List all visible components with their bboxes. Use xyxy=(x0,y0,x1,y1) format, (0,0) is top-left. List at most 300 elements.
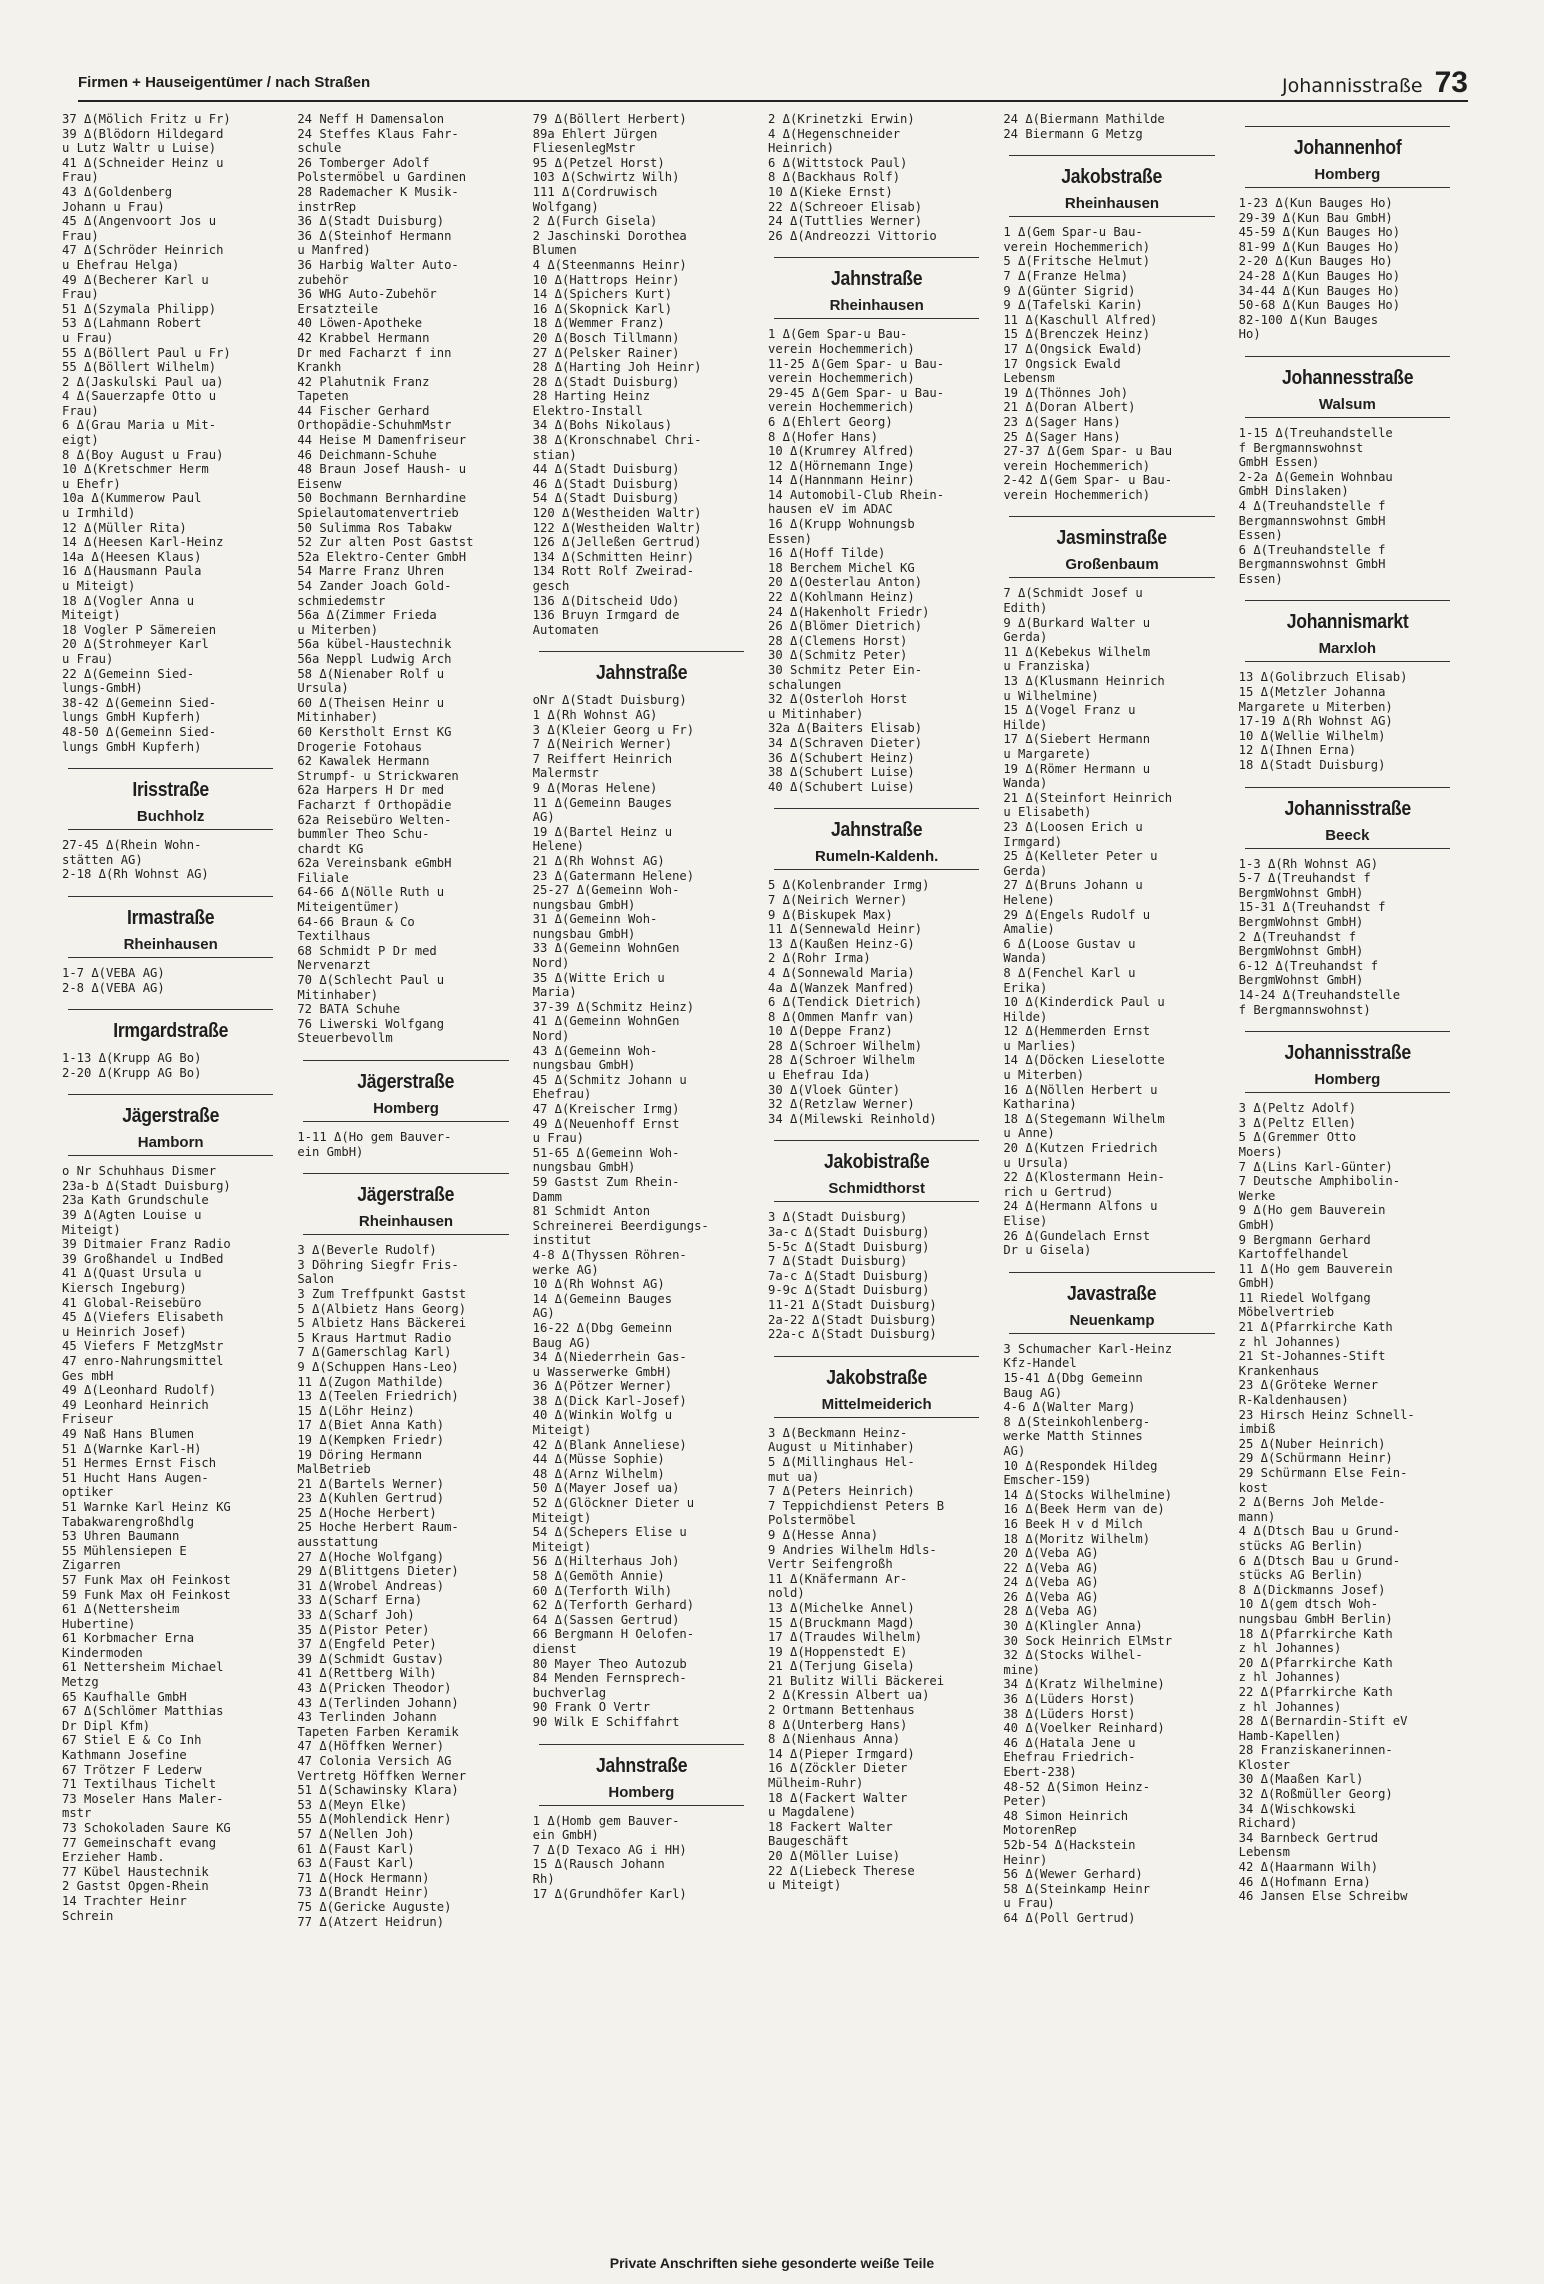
directory-entry: 7 Δ(Schmidt Josef u xyxy=(1003,586,1143,601)
directory-entry: 16 Δ(Beek Herm van de) xyxy=(1003,1502,1165,1517)
street-section-heading xyxy=(768,1140,985,1202)
directory-entry: 4a Δ(Wanzek Manfred) xyxy=(767,980,915,995)
directory-entry: Möbelvertrieb xyxy=(1238,1305,1335,1320)
section-rule xyxy=(68,1009,273,1010)
directory-entry: schmiedemstr xyxy=(297,593,386,608)
directory-entry: 73 Schokoladen Saure KG xyxy=(62,1821,231,1835)
directory-entry: 14 Δ(Gemeinn Bauges xyxy=(532,1291,673,1306)
directory-entry: 63 Δ(Faust Karl) xyxy=(297,1856,415,1871)
directory-entry: 1-7 Δ(VEBA AG) xyxy=(62,965,165,980)
directory-entry: 20 Δ(Oesterlau Anton) xyxy=(767,575,923,590)
directory-entry: Margarete u Miterben) xyxy=(1238,699,1393,714)
directory-entry: 46 Deichmann-Schuhe xyxy=(297,447,437,462)
directory-entry: mann) xyxy=(1238,1509,1276,1524)
directory-entry: u Wilhelmine) xyxy=(1003,688,1099,703)
directory-entry: 16 Δ(Hoff Tilde) xyxy=(767,546,886,561)
directory-entry: 27-45 Δ(Rhein Wohn- xyxy=(62,838,202,853)
street-section-heading xyxy=(62,896,279,958)
directory-entry: 18 Vogler P Sämereien xyxy=(62,622,217,637)
directory-entry: AG) xyxy=(532,810,555,825)
directory-entry: 36 WHG Auto-Zubehör xyxy=(297,287,437,302)
directory-entry: 43 Δ(Pricken Theodor) xyxy=(297,1681,452,1695)
directory-entry: 71 Textilhaus Tichelt xyxy=(62,1777,217,1792)
directory-entry: Gerda) xyxy=(1003,630,1048,645)
directory-entry: AG) xyxy=(1003,1443,1026,1458)
directory-entry: 33 Δ(Scharf Joh) xyxy=(297,1608,415,1623)
directory-entry: 25 Δ(Kelleter Peter u xyxy=(1003,849,1158,864)
directory-entry: 60 Δ(Theisen Heinr u xyxy=(297,695,445,710)
directory-entry: Baug AG) xyxy=(532,1335,592,1350)
directory-entry: Hamb-Kapellen) xyxy=(1238,1728,1342,1743)
directory-entry: 15 Δ(Bruckmann Magd) xyxy=(767,1615,915,1630)
directory-entry: 6-12 Δ(Treuhandst f xyxy=(1238,958,1379,973)
district-name: Walsum xyxy=(1318,395,1376,413)
directory-entry: 15-41 Δ(Dbg Gemeinn xyxy=(1003,1370,1143,1385)
directory-entry: 2-8 Δ(VEBA AG) xyxy=(62,980,165,995)
directory-entry: Erika) xyxy=(1003,980,1048,995)
directory-entry: Ursula) xyxy=(297,681,349,696)
directory-entry: 7 Δ(Neirich Werner) xyxy=(767,892,908,907)
directory-entry: 6 Δ(Dtsch Bau u Grund- xyxy=(1238,1553,1401,1568)
directory-entry: Nord) xyxy=(532,956,570,971)
directory-entry: 22 Δ(Kohlmann Heinz) xyxy=(767,590,915,605)
directory-entry: 35 Δ(Pistor Peter) xyxy=(297,1622,430,1637)
directory-entry: u Anne) xyxy=(1003,1126,1055,1141)
directory-entry: 24 Neff H Damensalon xyxy=(297,112,445,126)
directory-entry: 21 Δ(Pfarrkirche Kath xyxy=(1238,1320,1393,1335)
directory-entry: u Frau) xyxy=(62,651,114,666)
directory-entry: Steuerbevollm xyxy=(297,1031,393,1046)
directory-entry: 58 Δ(Gemöth Annie) xyxy=(532,1569,665,1583)
directory-entry: 24 Δ(Hakenholt Friedr) xyxy=(767,604,930,619)
directory-entry: 11 Δ(Gemeinn Bauges xyxy=(532,795,673,810)
directory-entry: Elektro-Install xyxy=(532,403,643,418)
directory-entry: 4-6 Δ(Walter Marg) xyxy=(1003,1400,1136,1415)
directory-entry: 60 Δ(Terforth Wilh) xyxy=(532,1583,673,1598)
directory-entry: Vertr Seifengroßh xyxy=(767,1557,893,1572)
directory-entry: dienst xyxy=(532,1641,577,1656)
directory-entry: 37-39 Δ(Schmitz Heinz) xyxy=(532,999,695,1014)
directory-entry: 39 Ditmaier Franz Radio xyxy=(62,1237,231,1252)
directory-entry: Essen) xyxy=(1238,571,1283,586)
directory-entry: 17 Δ(Traudes Wilhelm) xyxy=(767,1630,923,1645)
directory-entry: rich u Gertrud) xyxy=(1003,1184,1114,1199)
district-name: Schmidthorst xyxy=(828,1180,925,1198)
directory-entry: 24-28 Δ(Kun Bauges Ho) xyxy=(1238,268,1401,283)
directory-entry: Nord) xyxy=(532,1029,570,1044)
directory-entry: 26 Δ(Veba AG) xyxy=(1003,1589,1099,1604)
section-rule xyxy=(68,1094,273,1095)
directory-entry: Frau) xyxy=(62,287,99,302)
directory-entry: 2-18 Δ(Rh Wohnst AG) xyxy=(62,867,209,882)
directory-entry: Ehefrau Friedrich- xyxy=(1003,1750,1136,1765)
directory-entry: 40 Δ(Voelker Reinhard) xyxy=(1003,1721,1165,1736)
directory-entry: Elise) xyxy=(1003,1214,1048,1228)
directory-entry: u Irmhild) xyxy=(62,506,136,521)
directory-entry: 7 Reiffert Heinrich xyxy=(532,751,673,766)
directory-entry: z hl Johannes) xyxy=(1238,1641,1342,1656)
directory-entry: verein Hochemmerich) xyxy=(1003,239,1151,254)
directory-entry: 21 Δ(Doran Albert) xyxy=(1003,400,1136,415)
district-rule xyxy=(774,869,979,870)
directory-entry: Kindermoden xyxy=(62,1645,143,1660)
directory-entry: Dr u Gisela) xyxy=(1003,1243,1092,1258)
directory-entry: 11 Δ(Ho gem Bauverein xyxy=(1238,1261,1393,1276)
directory-column-1 xyxy=(62,112,279,2212)
directory-entry: 12 Δ(Ihnen Erna) xyxy=(1238,743,1357,758)
directory-entry: 23 Δ(Sager Hans) xyxy=(1003,414,1121,429)
directory-entry: 2 Δ(Jaskulski Paul ua) xyxy=(62,374,224,389)
directory-entry: 32a Δ(Baiters Elisab) xyxy=(767,721,923,736)
directory-entry: Bergmannswohnst GmbH xyxy=(1238,513,1386,528)
street-section-heading xyxy=(62,768,279,830)
directory-entry: u Marlies) xyxy=(1003,1038,1077,1053)
directory-entry: 28 Harting Heinz xyxy=(532,389,651,404)
directory-entry: u Frau) xyxy=(532,1131,585,1146)
directory-entry: 32 Δ(Stocks Wilhel- xyxy=(1003,1648,1143,1663)
section-rule xyxy=(1009,155,1214,156)
directory-entry: 67 Trötzer F Lederw xyxy=(62,1762,202,1777)
directory-entry: Bergmannswohnst GmbH xyxy=(1238,557,1386,572)
directory-entry: 90 Frank O Vertr xyxy=(532,1700,651,1715)
directory-entry: August u Mitinhaber) xyxy=(767,1440,915,1455)
directory-entry: Baug AG) xyxy=(1003,1385,1063,1400)
street-name: Jasminstraße xyxy=(1056,527,1168,550)
directory-entry: u Frau) xyxy=(1003,1896,1055,1911)
district-name: Großenbaum xyxy=(1065,556,1159,574)
directory-entry: 53 Δ(Lahmann Robert xyxy=(62,316,202,331)
directory-entry: 20 Δ(Veba AG) xyxy=(1003,1546,1099,1561)
directory-entry: 31 Δ(Wrobel Andreas) xyxy=(297,1578,445,1593)
directory-entry: 5-7 Δ(Treuhandst f xyxy=(1238,871,1371,886)
directory-entry: Filiale xyxy=(297,870,349,885)
directory-entry: Tabakwarengroßhdlg xyxy=(62,1514,195,1529)
street-name: Johannesstraße xyxy=(1281,366,1413,389)
directory-entry: 18 Berchem Michel KG xyxy=(767,560,915,575)
directory-entry: 23a-b Δ(Stadt Duisburg) xyxy=(62,1178,231,1193)
directory-entry: 24 Steffes Klaus Fahr- xyxy=(297,126,459,141)
directory-entry: 82-100 Δ(Kun Bauges xyxy=(1238,312,1379,327)
directory-entry: u Manfred) xyxy=(297,243,371,258)
directory-entry: schalungen xyxy=(767,677,842,692)
district-name: Marxloh xyxy=(1318,640,1377,658)
directory-entry: 36 Δ(Steinhof Hermann xyxy=(297,228,452,243)
directory-column-4 xyxy=(768,112,985,2212)
directory-entry: Miteigt) xyxy=(62,608,121,623)
directory-entry: 2 Δ(Furch Gisela) xyxy=(532,214,658,229)
directory-entry: 7 Δ(D Texaco AG i HH) xyxy=(532,1842,687,1857)
directory-entry: 12 Δ(Hemmerden Ernst xyxy=(1003,1024,1151,1039)
directory-entry: Miteigt) xyxy=(532,1539,592,1554)
directory-entry: 46 Δ(Hatala Jene u xyxy=(1003,1735,1136,1750)
directory-entry: 47 Δ(Höffken Werner) xyxy=(297,1739,445,1754)
directory-entry: 9-9c Δ(Stadt Duisburg) xyxy=(767,1283,930,1298)
directory-entry: 3 Δ(Peltz Ellen) xyxy=(1238,1115,1357,1130)
directory-entry: 57 Funk Max oH Feinkost xyxy=(62,1572,231,1587)
directory-entry: 6 Δ(Loose Gustav u xyxy=(1003,936,1136,951)
directory-entry: 9 Δ(Moras Helene) xyxy=(532,780,658,795)
street-section-heading xyxy=(297,1060,514,1122)
directory-entry: 23 Δ(Gröteke Werner xyxy=(1238,1378,1379,1393)
directory-entry: 44 Δ(Stadt Duisburg) xyxy=(532,462,680,477)
directory-entry: Orthopädie-SchuhmMstr xyxy=(297,418,452,433)
directory-entry: 10 Δ(Hattrops Heinr) xyxy=(532,272,680,287)
directory-entry: 53 Δ(Meyn Elke) xyxy=(297,1797,408,1812)
directory-entry: 2 Δ(Krinetzki Erwin) xyxy=(767,112,915,126)
directory-entry: 21 St-Johannes-Stift xyxy=(1238,1349,1386,1364)
street-name: Johannisstraße xyxy=(1284,1042,1411,1065)
directory-entry: 28 Δ(Clemens Horst) xyxy=(767,633,908,648)
district-rule xyxy=(68,829,273,830)
directory-entry: 34 Δ(Kratz Wilhelmine) xyxy=(1003,1677,1165,1692)
directory-entry: f Bergmannswohnst xyxy=(1238,440,1364,455)
directory-entry: 7 Δ(Franze Helma) xyxy=(1003,268,1129,283)
section-rule xyxy=(774,257,979,258)
directory-entry: Polstermöbel xyxy=(767,1513,857,1528)
district-rule xyxy=(539,1805,744,1806)
directory-entry: 24 Δ(Hermann Alfons u xyxy=(1003,1199,1158,1214)
directory-entry: Blumen xyxy=(532,243,577,258)
directory-entry: 7a-c Δ(Stadt Duisburg) xyxy=(767,1268,930,1283)
directory-entry: 7 Δ(Gamerschlag Karl) xyxy=(297,1345,452,1360)
directory-entry: 38-42 Δ(Gemeinn Sied- xyxy=(62,695,217,710)
directory-entry: 13 Δ(Klusmann Heinrich xyxy=(1003,674,1165,689)
directory-entry: Kathmann Josefine xyxy=(62,1748,187,1763)
directory-entry: 50 Bochmann Bernhardine xyxy=(297,491,467,506)
district-rule xyxy=(774,1417,979,1418)
directory-entry: 9 Δ(Biskupek Max) xyxy=(767,907,893,922)
directory-entry: 5 Δ(Kolenbrander Irmg) xyxy=(767,878,930,893)
directory-entry: 45 Δ(Angenvoort Jos u xyxy=(62,214,217,229)
district-rule xyxy=(774,318,979,319)
directory-entry: 45 Δ(Schmitz Johann u xyxy=(532,1072,687,1087)
district-name: Homberg xyxy=(1314,166,1381,183)
district-name: Hamborn xyxy=(137,1134,204,1152)
directory-entry: GmbH) xyxy=(1238,1217,1276,1232)
directory-entry: 50 Sulimma Ros Tabakw xyxy=(297,520,452,535)
directory-entry: u Heinrich Josef) xyxy=(62,1324,187,1339)
directory-entry: 122 Δ(Westheiden Waltr) xyxy=(532,520,702,535)
directory-entry: stian) xyxy=(532,447,577,462)
directory-entry: 16 Beek H v d Milch xyxy=(1003,1516,1143,1531)
directory-entry: 2-42 Δ(Gem Spar- u Bau- xyxy=(1003,473,1173,488)
district-rule xyxy=(68,1155,273,1156)
directory-entry: Essen) xyxy=(767,531,813,546)
directory-entry: Richard) xyxy=(1238,1816,1298,1831)
directory-entry: 11 Δ(Sennewald Heinr) xyxy=(767,922,923,937)
directory-entry: 24 Biermann G Metzg xyxy=(1003,126,1143,141)
directory-entry: 89a Ehlert Jürgen xyxy=(532,126,658,141)
directory-entry: 120 Δ(Westheiden Waltr) xyxy=(532,506,702,521)
directory-entry: 29-39 Δ(Kun Bau GmbH) xyxy=(1238,210,1393,225)
directory-entry: Essen) xyxy=(1238,528,1283,543)
directory-entry: 25-27 Δ(Gemeinn Woh- xyxy=(532,883,680,898)
directory-entry: 22 Δ(Klostermann Hein- xyxy=(1003,1170,1165,1185)
directory-entry: Zigarren xyxy=(62,1558,121,1573)
directory-entry: 23a Kath Grundschule xyxy=(62,1193,209,1208)
directory-entry: nungsbau GmbH) xyxy=(532,897,636,912)
section-rule xyxy=(1245,600,1450,601)
directory-entry: 21 Δ(Terjung Gisela) xyxy=(767,1659,915,1674)
directory-entry: 48 Δ(Arnz Wilhelm) xyxy=(532,1466,665,1481)
directory-entry: verein Hochemmerich) xyxy=(1003,487,1151,502)
directory-entry: 28 Δ(Schroer Wilhelm) xyxy=(767,1038,923,1053)
directory-entry: 14 Automobil-Club Rhein- xyxy=(767,487,945,502)
directory-entry: 32 Δ(Retzlaw Werner) xyxy=(767,1097,915,1112)
district-rule xyxy=(1245,417,1450,418)
directory-entry: 19 Δ(Römer Hermann u xyxy=(1003,761,1151,776)
directory-entry: 41 Δ(Quast Ursula u xyxy=(62,1266,202,1281)
street-name: Jägerstraße xyxy=(357,1071,455,1093)
directory-entry: Miteigt) xyxy=(532,1510,592,1525)
directory-entry: Schreinerei Beerdigungs- xyxy=(532,1218,709,1233)
directory-entry: 23 Δ(Loosen Erich u xyxy=(1003,819,1143,834)
directory-entry: 77 Δ(Atzert Heidrun) xyxy=(297,1914,445,1929)
directory-entry: 61 Nettersheim Michael xyxy=(62,1660,224,1675)
directory-entry: 20 Δ(Strohmeyer Karl xyxy=(62,637,209,652)
directory-entry: kost xyxy=(1238,1480,1269,1495)
directory-entry: 56a Δ(Zimmer Frieda xyxy=(297,608,437,623)
directory-entry: Miteigentümer) xyxy=(297,900,401,915)
directory-entry: ausstattung xyxy=(297,1535,379,1550)
directory-entry: Friseur xyxy=(62,1412,114,1427)
street-name: Jakobstraße xyxy=(1061,166,1163,189)
directory-entry: 17 Δ(Biet Anna Kath) xyxy=(297,1418,445,1433)
directory-entry: GmbH) xyxy=(1238,1276,1276,1291)
directory-entry: 39 Δ(Blödorn Hildegard xyxy=(62,126,224,141)
directory-entry: 29 Δ(Blittgens Dieter) xyxy=(297,1564,459,1579)
directory-entry: Eisenw xyxy=(297,476,342,491)
directory-entry: Textilhaus xyxy=(297,929,371,944)
district-name: Homberg xyxy=(608,1783,675,1801)
directory-entry: 61 Δ(Nettersheim xyxy=(62,1602,180,1617)
directory-entry: o Nr Schuhhaus Dismer xyxy=(62,1164,217,1179)
directory-entry: 64-66 Braun & Co xyxy=(297,914,415,929)
directory-entry: Ges mbH xyxy=(62,1368,114,1383)
directory-entry: verein Hochemmerich) xyxy=(767,400,915,415)
directory-entry: ein GmbH) xyxy=(532,1828,599,1843)
directory-entry: Amalie) xyxy=(1003,922,1055,937)
directory-entry: 64 Δ(Sassen Gertrud) xyxy=(532,1612,680,1627)
directory-entry: 10 Δ(Deppe Franz) xyxy=(767,1024,893,1039)
district-name: Beeck xyxy=(1325,826,1370,844)
street-section-heading xyxy=(533,651,750,685)
directory-entry: 2 Δ(Kressin Albert ua) xyxy=(767,1688,930,1703)
directory-entry: 58 Δ(Nienaber Rolf u xyxy=(297,666,445,681)
street-name: Johannisstraße xyxy=(1284,797,1411,820)
directory-entry: 16 Δ(Skopnick Karl) xyxy=(532,301,673,316)
directory-entry: 59 Gastst Zum Rhein- xyxy=(532,1174,680,1189)
directory-entry: 51 Hucht Hans Augen- xyxy=(62,1470,209,1485)
directory-entry: 18 Δ(Vogler Anna u xyxy=(62,593,195,608)
directory-entry: 16 Δ(Zöckler Dieter xyxy=(767,1761,908,1776)
directory-entry: 50 Δ(Mayer Josef ua) xyxy=(532,1481,680,1496)
district-rule xyxy=(68,957,273,958)
directory-entry: GmbH Essen) xyxy=(1238,455,1320,470)
directory-entry: 49 Naß Hans Blumen xyxy=(62,1426,195,1441)
directory-entry: 14 Trachter Heinr xyxy=(62,1893,187,1908)
directory-entry: 62a Harpers H Dr med xyxy=(297,783,445,798)
directory-entry: 72 BATA Schuhe xyxy=(297,1002,401,1017)
directory-entry: 67 Stiel E & Co Inh xyxy=(62,1733,202,1748)
directory-entry: 42 Δ(Blank Anneliese) xyxy=(532,1437,687,1452)
directory-entry: 73 Moseler Hans Maler- xyxy=(62,1791,224,1806)
directory-entry: Johann u Frau) xyxy=(62,199,165,214)
directory-entry: Hubertine) xyxy=(62,1616,136,1631)
directory-entry: 13 Δ(Kaußen Heinz-G) xyxy=(767,936,915,951)
district-rule xyxy=(774,1201,979,1202)
directory-entry: 34-44 Δ(Kun Bauges Ho) xyxy=(1238,283,1401,298)
directory-entry: 30 Δ(Schmitz Peter) xyxy=(767,648,908,663)
directory-entry: schule xyxy=(297,141,342,156)
directory-entry: Hilde) xyxy=(1003,1009,1048,1024)
directory-entry: 2 Δ(Rohr Irma) xyxy=(767,951,871,966)
district-name: Buchholz xyxy=(136,808,205,826)
section-rule xyxy=(539,1744,744,1745)
directory-entry: 8 Δ(Steinkohlenberg- xyxy=(1003,1414,1151,1429)
directory-entry: 71 Δ(Hock Hermann) xyxy=(297,1870,430,1885)
district-rule xyxy=(303,1234,508,1235)
directory-entry: 7 Deutsche Amphibolin- xyxy=(1238,1174,1401,1189)
directory-entry: 26 Tomberger Adolf xyxy=(297,155,430,170)
directory-columns xyxy=(62,112,1456,2212)
directory-entry: 29 Δ(Schürmann Heinr) xyxy=(1238,1451,1393,1466)
directory-entry: 18 Δ(Moritz Wilhelm) xyxy=(1003,1531,1151,1546)
section-rule xyxy=(1009,1272,1214,1273)
directory-entry: 36 Δ(Pötzer Werner) xyxy=(532,1379,673,1394)
directory-entry: FliesenlegMstr xyxy=(532,141,636,156)
directory-entry: oNr Δ(Stadt Duisburg) xyxy=(532,693,687,708)
directory-entry: 30 Schmitz Peter Ein- xyxy=(767,663,923,677)
directory-entry: 49 Δ(Neuenhoff Ernst xyxy=(532,1116,680,1131)
directory-entry: 62a Vereinsbank eGmbH xyxy=(297,856,452,871)
directory-entry: 8 Δ(Unterberg Hans) xyxy=(767,1717,908,1732)
directory-entry: u Ehefrau Helga) xyxy=(62,257,180,272)
directory-entry: 80 Mayer Theo Autozub xyxy=(532,1656,687,1671)
directory-entry: 65 Kaufhalle GmbH xyxy=(62,1689,187,1704)
directory-entry: 21 Δ(Steinfort Heinrich xyxy=(1003,790,1173,805)
directory-entry: 4-8 Δ(Thyssen Röhren- xyxy=(532,1247,687,1262)
directory-entry: 103 Δ(Schwirtz Wilh) xyxy=(532,170,680,185)
directory-entry: Krankenhaus xyxy=(1238,1363,1320,1378)
directory-entry: 22 Δ(Liebeck Therese xyxy=(767,1863,915,1878)
directory-entry: 7 Δ(Lins Karl-Günter) xyxy=(1238,1159,1393,1174)
directory-entry: u Wasserwerke GmbH) xyxy=(532,1364,673,1379)
directory-entry: 14a Δ(Heesen Klaus) xyxy=(62,549,202,564)
directory-entry: 42 Plahutnik Franz xyxy=(297,374,430,389)
directory-entry: 56 Δ(Wewer Gerhard) xyxy=(1003,1867,1143,1882)
directory-entry: 49 Δ(Becherer Karl u xyxy=(62,272,209,287)
directory-entry: 55 Mühlensiepen E xyxy=(62,1543,187,1558)
street-name: Jahnstraße xyxy=(831,268,923,291)
directory-entry: 14 Δ(Hannmann Heinr) xyxy=(767,473,915,488)
directory-entry: 136 Δ(Ditscheid Udo) xyxy=(532,593,680,608)
header-right xyxy=(1282,66,1468,100)
directory-entry: Erzieher Hamb. xyxy=(62,1850,165,1865)
district-rule xyxy=(1009,1333,1214,1334)
directory-entry: 55 Δ(Böllert Paul u Fr) xyxy=(62,345,231,360)
district-name: Rumeln-Kaldenh. xyxy=(814,848,939,866)
directory-entry: Dr med Facharzt f inn xyxy=(297,345,452,360)
directory-entry: Hilde) xyxy=(1003,717,1048,732)
directory-entry: BergmWohnst GmbH) xyxy=(1238,915,1364,929)
directory-entry: z hl Johannes) xyxy=(1238,1670,1342,1685)
directory-entry: 17 Δ(Ongsick Ewald) xyxy=(1003,341,1143,356)
street-section-heading xyxy=(62,1009,279,1043)
directory-entry: u Miterben) xyxy=(297,622,379,637)
directory-entry: u Elisabeth) xyxy=(1003,805,1092,820)
directory-entry: u Miteigt) xyxy=(62,579,136,593)
